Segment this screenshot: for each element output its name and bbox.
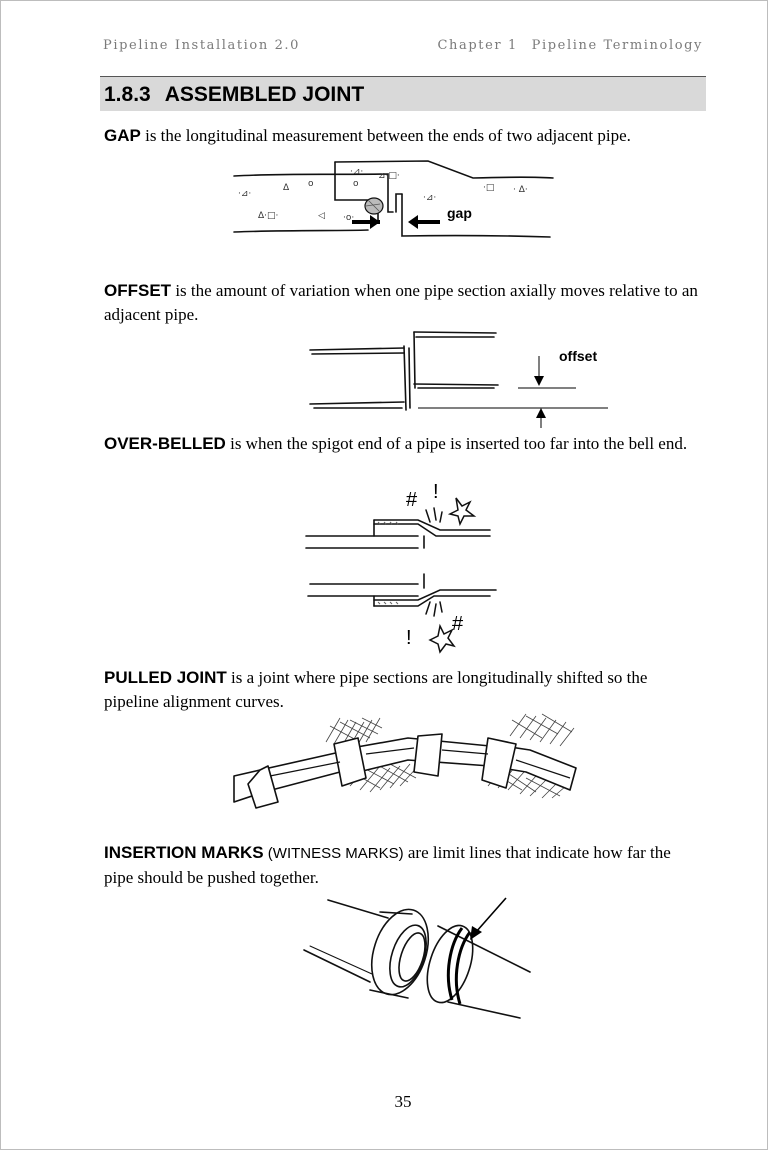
gap-figure xyxy=(228,156,558,244)
svg-text:·⊿·: ·⊿· xyxy=(238,189,252,199)
definition-over-belled xyxy=(104,432,704,456)
svg-text:·□: ·□ xyxy=(483,183,495,193)
insertion-marks-figure xyxy=(300,894,540,1022)
svg-text:◁: ◁ xyxy=(318,211,325,221)
offset-label: offset xyxy=(559,348,598,364)
svg-text:Δ·□·: Δ·□· xyxy=(258,211,279,221)
symbol-bang-bottom: ! xyxy=(406,627,412,649)
page-number: 35 xyxy=(394,1092,412,1111)
definition-pulled-joint-text: is a joint where pipe sections are longitudinally shifted so the pipeline alignment curves. xyxy=(104,668,648,711)
over-belled-figure xyxy=(300,478,500,664)
symbol-bang-top: ! xyxy=(433,481,439,503)
definition-gap-text: is the longitudinal measurement between the ends of two adjacent pipe. xyxy=(140,126,631,145)
term-insertion-marks-aside: (WITNESS MARKS) xyxy=(263,845,404,862)
header-chapter-title: Chapter 1 Pipeline Terminology xyxy=(437,38,703,53)
definition-offset-text: is the amount of variation when one pipe section axially moves relative to an adjacent pipe. xyxy=(104,281,698,324)
term-gap: GAP xyxy=(104,126,141,145)
term-pulled-joint: PULLED JOINT xyxy=(104,668,227,687)
offset-figure xyxy=(306,330,616,430)
svg-text:Δ: Δ xyxy=(283,183,290,193)
svg-text:· Δ·: · Δ· xyxy=(513,185,528,195)
gap-label: gap xyxy=(447,205,472,221)
symbol-hash-bottom: # xyxy=(452,613,464,635)
definition-over-belled-text: is when the spigot end of a pipe is inserted too far into the bell end. xyxy=(225,434,688,453)
header-book-title: Pipeline Installation 2.0 xyxy=(103,38,301,53)
section-title xyxy=(100,77,706,111)
section-number: 1.8.3 xyxy=(104,83,151,106)
section-heading: ASSEMBLED JOINT xyxy=(164,83,365,106)
symbol-hash-top: # xyxy=(406,489,418,511)
svg-text:·o·: ·o· xyxy=(343,213,355,223)
definition-offset xyxy=(104,279,704,327)
definition-insertion-marks-text: are limit lines that indicate how far the pipe should be pushed together. xyxy=(104,843,671,887)
svg-text:·⊿·: ·⊿· xyxy=(423,193,437,203)
pulled-joint-figure xyxy=(230,706,580,814)
term-insertion-marks: INSERTION MARKS xyxy=(104,843,264,862)
svg-text:·⊿·: ·⊿· xyxy=(350,167,364,177)
term-over-belled: OVER-BELLED xyxy=(104,434,226,453)
svg-text:o: o xyxy=(353,179,359,189)
svg-text:o: o xyxy=(308,179,314,189)
definition-insertion-marks xyxy=(104,841,704,890)
term-offset: OFFSET xyxy=(104,281,172,300)
svg-text:⊿·□·: ⊿·□· xyxy=(378,171,400,181)
definition-gap xyxy=(104,124,704,148)
